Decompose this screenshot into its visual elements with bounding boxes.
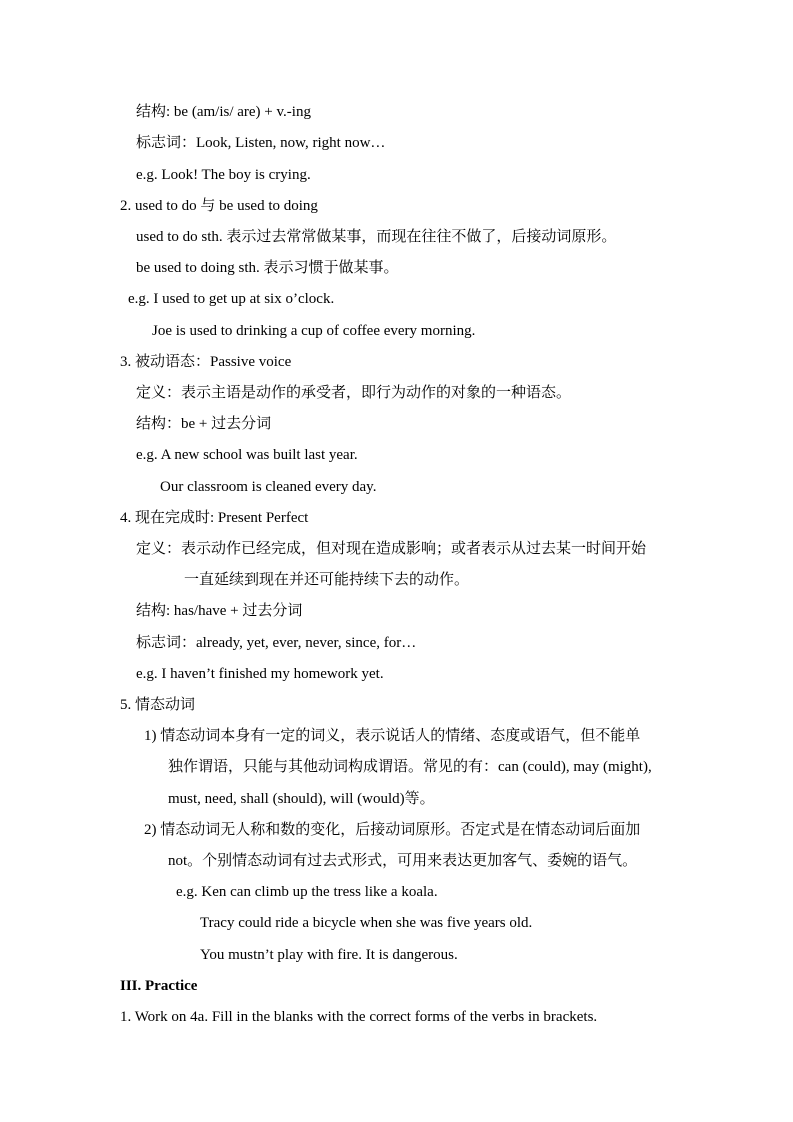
- text-line-be-used-to-doing: be used to doing sth. 表示习惯于做某事。: [136, 260, 399, 276]
- text-line-used-to-do: used to do sth. 表示过去常常做某事，而现在往往不做了，后接动词原形。: [136, 229, 617, 245]
- heading-modal-verbs: 5. 情态动词: [120, 697, 196, 713]
- text-line-perfect-definition: 定义：表示动作已经完成，但对现在造成影响；或者表示从过去某一时间开始: [136, 541, 647, 557]
- text-line-modal-point-1-end: must, need, shall (should), will (would)等。: [168, 791, 435, 807]
- text-line-perfect-definition-continued: 一直延续到现在并还可能持续下去的动作。: [184, 572, 470, 588]
- text-line-example-crying: e.g. Look! The boy is crying.: [136, 167, 311, 183]
- heading-used-to: 2. used to do 与 be used to doing: [120, 198, 318, 214]
- text-line-example-get-up: e.g. I used to get up at six o’clock.: [128, 291, 335, 307]
- text-line-example-coffee: Joe is used to drinking a cup of coffee every morning.: [152, 323, 476, 339]
- text-line-perfect-structure: 结构: has/have + 过去分词: [136, 603, 303, 619]
- text-line-example-fire: You mustn’t play with fire. It is dangerous.: [200, 947, 458, 963]
- text-line-passive-structure: 结构：be + 过去分词: [136, 416, 272, 432]
- text-line-modal-point-1: 1) 情态动词本身有一定的词义，表示说话人的情绪、态度或语气，但不能单: [144, 728, 641, 744]
- text-line-example-bicycle: Tracy could ride a bicycle when she was five years old.: [200, 915, 533, 931]
- text-line-practice-instruction: 1. Work on 4a. Fill in the blanks with the correct forms of the verbs in brackets.: [120, 1009, 598, 1025]
- text-line-example-koala: e.g. Ken can climb up the tress like a koala.: [176, 884, 438, 900]
- text-line-passive-definition: 定义：表示主语是动作的承受者，即行为动作的对象的一种语态。: [136, 385, 572, 401]
- text-line-modal-point-1-continued: 独作谓语，只能与其他动词构成谓语。常见的有：can (could), may (might),: [168, 759, 652, 775]
- heading-present-perfect: 4. 现在完成时: Present Perfect: [120, 510, 309, 526]
- text-line-example-homework: e.g. I haven’t finished my homework yet.: [136, 666, 384, 682]
- text-line-modal-point-2: 2) 情态动词无人称和数的变化，后接动词原形。否定式是在情态动词后面加: [144, 822, 641, 838]
- text-line-example-classroom: Our classroom is cleaned every day.: [160, 479, 377, 495]
- text-line-perfect-signal-words: 标志词：already, yet, ever, never, since, for…: [136, 635, 417, 651]
- text-line-example-school: e.g. A new school was built last year.: [136, 447, 358, 463]
- text-line-signal-words-progressive: 标志词：Look, Listen, now, right now…: [136, 135, 386, 151]
- heading-passive-voice: 3. 被动语态：Passive voice: [120, 354, 292, 370]
- text-line-modal-point-2-continued: not。个别情态动词有过去式形式，可用来表达更加客气、委婉的语气。: [168, 853, 638, 869]
- section-heading-practice: III. Practice: [120, 978, 198, 994]
- text-line-structure-progressive: 结构: be (am/is/ are) + v.-ing: [136, 104, 311, 120]
